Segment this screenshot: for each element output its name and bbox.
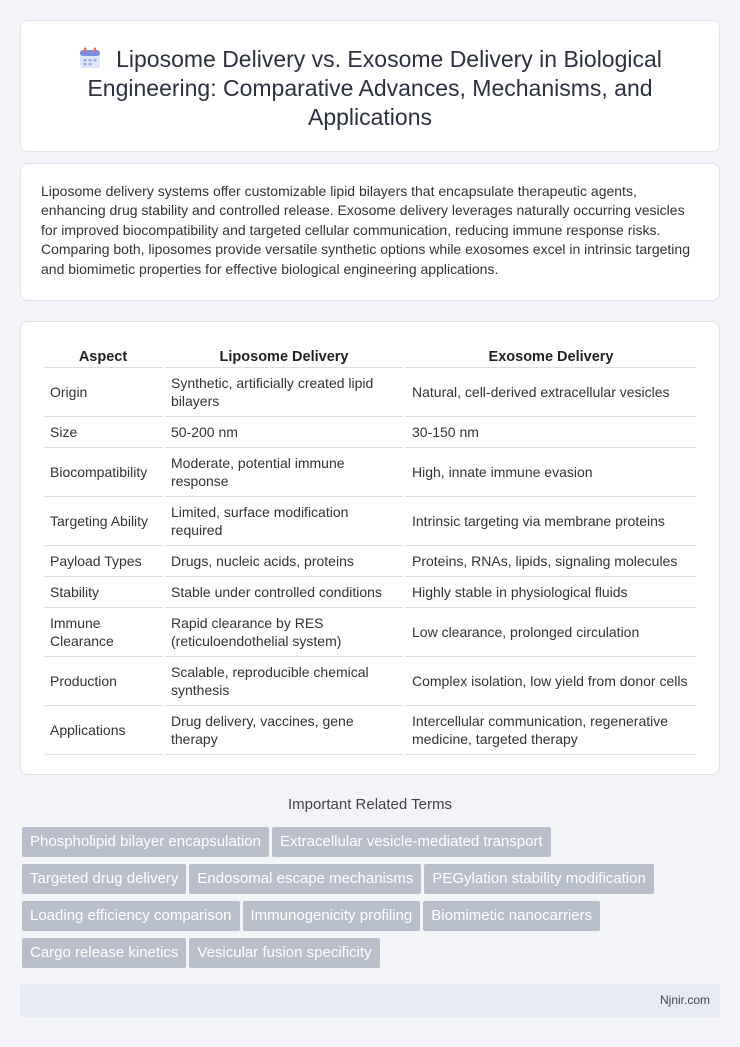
exosome-cell: Intercellular communication, regenerative medicine, targeted therapy [406, 706, 696, 755]
aspect-cell: Immune Clearance [44, 608, 162, 657]
aspect-cell: Payload Types [44, 546, 162, 577]
exosome-cell: Proteins, RNAs, lipids, signaling molecules [406, 546, 696, 577]
term-tag[interactable]: Biomimetic nanocarriers [423, 901, 600, 931]
aspect-cell: Origin [44, 368, 162, 417]
header-liposome: Liposome Delivery [165, 342, 403, 368]
table-row [44, 546, 696, 577]
table-row [44, 417, 696, 448]
term-tag[interactable]: Cargo release kinetics [22, 938, 186, 968]
liposome-cell: Moderate, potential immune response [165, 448, 403, 497]
aspect-cell: Stability [44, 577, 162, 608]
table-header-row [44, 342, 696, 368]
term-tag[interactable]: Endosomal escape mechanisms [189, 864, 421, 894]
comparison-table-card [20, 321, 720, 775]
liposome-cell: Stable under controlled conditions [165, 577, 403, 608]
summary-text: Liposome delivery systems offer customizable lipid bilayers that encapsulate therapeutic agents, enhancing drug stability and controlled release. Exosome delivery leverages naturally occurring vesicles for improved biocompatibility and targeted cellular communication, reducing immune response risks. Comparing both, liposomes provide versatile synthetic options while exosomes excel in intrinsic targeting and biomimetic properties for effective biological engineering applications. [41, 183, 690, 277]
footer-site-link[interactable]: Njnir.com [659, 993, 710, 1007]
term-tag[interactable]: Phospholipid bilayer encapsulation [22, 827, 269, 857]
liposome-cell: Scalable, reproducible chemical synthesis [165, 657, 403, 706]
exosome-cell: 30-150 nm [406, 417, 696, 448]
title-card [20, 20, 720, 152]
aspect-cell: Production [44, 657, 162, 706]
table-row [44, 448, 696, 497]
term-tag[interactable]: PEGylation stability modification [424, 864, 653, 894]
table-row [44, 577, 696, 608]
exosome-cell: Low clearance, prolonged circulation [406, 608, 696, 657]
aspect-cell: Biocompatibility [44, 448, 162, 497]
comparison-table [41, 342, 699, 755]
table-row [44, 368, 696, 417]
page-title-text: Liposome Delivery vs. Exosome Delivery in Biological Engineering: Comparative Advances, Mechanisms, and Applications [87, 46, 662, 130]
term-tag[interactable]: Targeted drug delivery [22, 864, 186, 894]
aspect-cell: Size [44, 417, 162, 448]
term-tag[interactable]: Vesicular fusion specificity [189, 938, 379, 968]
table-row [44, 497, 696, 546]
liposome-cell: Drugs, nucleic acids, proteins [165, 546, 403, 577]
summary-card [20, 163, 720, 301]
header-exosome: Exosome Delivery [406, 342, 696, 368]
table-row [44, 706, 696, 755]
related-terms-list [22, 827, 722, 975]
liposome-cell: Synthetic, artificially created lipid bilayers [165, 368, 403, 417]
page-title [61, 45, 679, 132]
liposome-cell: Drug delivery, vaccines, gene therapy [165, 706, 403, 755]
footer [20, 984, 720, 1017]
term-tag[interactable]: Immunogenicity profiling [243, 901, 421, 931]
liposome-cell: Limited, surface modification required [165, 497, 403, 546]
related-terms-heading: Important Related Terms [288, 796, 452, 813]
calendar-icon [78, 46, 102, 70]
liposome-cell: 50-200 nm [165, 417, 403, 448]
exosome-cell: Highly stable in physiological fluids [406, 577, 696, 608]
header-aspect: Aspect [44, 342, 162, 368]
aspect-cell: Targeting Ability [44, 497, 162, 546]
term-tag[interactable]: Extracellular vesicle-mediated transport [272, 827, 551, 857]
table-row [44, 657, 696, 706]
aspect-cell: Applications [44, 706, 162, 755]
exosome-cell: Intrinsic targeting via membrane proteins [406, 497, 696, 546]
exosome-cell: Complex isolation, low yield from donor cells [406, 657, 696, 706]
liposome-cell: Rapid clearance by RES (reticuloendothelial system) [165, 608, 403, 657]
exosome-cell: High, innate immune evasion [406, 448, 696, 497]
exosome-cell: Natural, cell-derived extracellular vesicles [406, 368, 696, 417]
term-tag[interactable]: Loading efficiency comparison [22, 901, 240, 931]
table-row [44, 608, 696, 657]
